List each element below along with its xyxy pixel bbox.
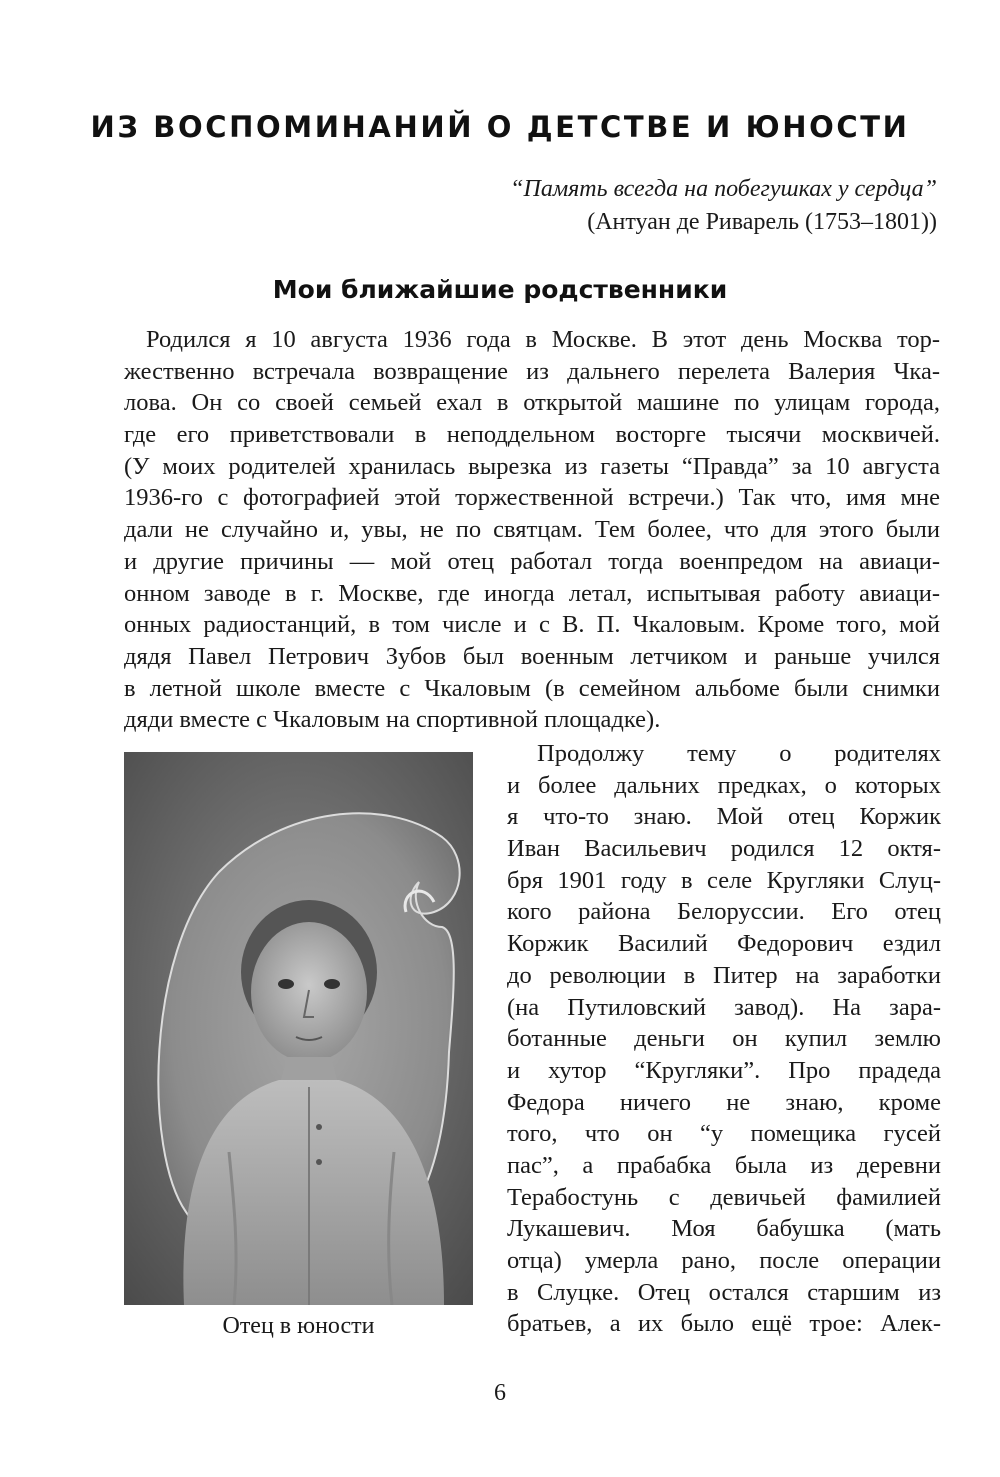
- text-line: того, что он “у помещика гусей: [507, 1120, 941, 1148]
- epigraph-quote: “Память всегда на побегушках у сердца”: [510, 176, 937, 202]
- text-line: пас”, а прабабка была из деревни: [507, 1151, 941, 1179]
- chapter-title: ИЗ ВОСПОМИНАНИЙ О ДЕТСТВЕ И ЮНОСТИ: [90, 110, 910, 144]
- text-line: 1936-го с фотографией этой торжественной встречи.) Так что, имя мне: [124, 484, 940, 512]
- text-line: кого района Белоруссии. Его отец: [507, 898, 941, 926]
- epigraph-author: (Антуан де Риварель (1753–1801)): [587, 209, 937, 235]
- text-line: дали не случайно и, увы, не по святцам. Тем более, что для этого были: [124, 516, 940, 544]
- text-line: Продолжу тему о родителях: [537, 740, 941, 767]
- text-line: до революции в Питер на заработки: [507, 961, 941, 989]
- text-line: онных радиостанций, в том числе и с В. П. Чкаловым. Кроме того, мой: [124, 611, 940, 639]
- text-line: Федора ничего не знаю, кроме: [507, 1088, 941, 1116]
- text-line: (У моих родителей хранилась вырезка из газеты “Правда” за 10 августа: [124, 452, 940, 480]
- text-line: Иван Васильевич родился 12 октя-: [507, 835, 941, 863]
- text-line: братьев, а их было ещё трое: Алек-: [507, 1310, 941, 1338]
- text-line: дядя Павел Петрович Зубов был военным летчиком и раньше учился: [124, 642, 940, 670]
- text-line: бря 1901 году в селе Кругляки Слуц-: [507, 866, 941, 894]
- text-line: и хутор “Кругляки”. Про прадеда: [507, 1056, 941, 1084]
- text-line: отца) умерла рано, после операции: [507, 1247, 941, 1274]
- text-line: Коржик Василий Федорович ездил: [507, 930, 941, 958]
- text-line: дяди вместе с Чкаловым на спортивной площадке).: [124, 706, 661, 734]
- text-line: (на Путиловский завод). На зара-: [507, 993, 941, 1021]
- text-line: я что-то знаю. Мой отец Коржик: [507, 803, 941, 831]
- page-number: 6: [494, 1380, 506, 1406]
- text-line: жественно встречала возвращение из дальнего перелета Валерия Чка-: [124, 357, 940, 385]
- section-title: Мои ближайшие родственники: [272, 275, 728, 304]
- text-line: и более дальних предках, о которых: [507, 771, 941, 799]
- epigraph: [510, 173, 937, 239]
- father-photo: [124, 752, 473, 1305]
- text-line: Родился я 10 августа 1936 года в Москве. В этот день Москва тор-: [146, 326, 940, 353]
- text-line: лова. Он со своей семьей ехал в открытой машине по улицам города,: [124, 389, 940, 417]
- text-line: Лукашевич. Моя бабушка (мать: [507, 1215, 941, 1243]
- text-line: где его приветствовали в неподдельном восторге тысячи москвичей.: [124, 421, 940, 449]
- text-line: онном заводе в г. Москве, где иногда летал, испытывая работу авиаци-: [124, 579, 940, 607]
- paragraph-birth: [124, 324, 940, 736]
- text-line: в Слуцке. Отец остался старшим из: [507, 1278, 941, 1306]
- text-line: в летной школе вместе с Чкаловым (в семейном альбоме были снимки: [124, 674, 940, 702]
- text-line: Терабостунь с девичьей фамилией: [507, 1183, 941, 1211]
- photo-caption: Отец в юности: [222, 1313, 375, 1339]
- text-line: и другие причины — мой отец работал тогда военпредом на авиаци-: [124, 547, 940, 575]
- paragraph-ancestors: [507, 738, 941, 1340]
- text-line: ботанные деньги он купил землю: [507, 1025, 941, 1053]
